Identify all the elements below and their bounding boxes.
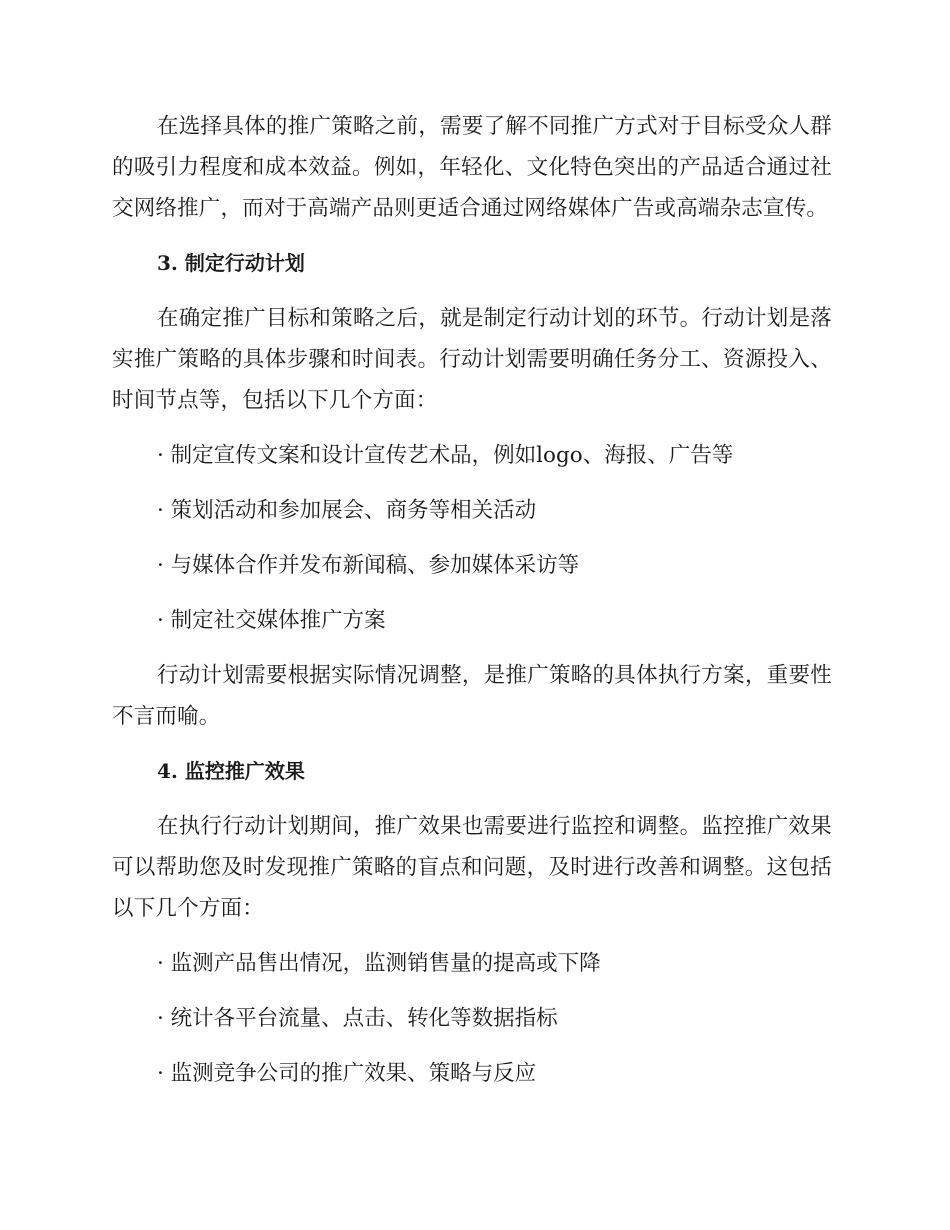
section-heading-monitor: 4. 监控推广效果 xyxy=(157,759,305,783)
list-item: · 制定宣传文案和设计宣传艺术品，例如logo、海报、广告等 xyxy=(157,443,734,468)
paragraph-monitor: 在执行行动计划期间，推广效果也需要进行监控和调整。监控推广效果可以帮助您及时发现推广策略的盲点和问题，及时进行改善和调整。这包括以下几个方面： xyxy=(112,814,832,921)
list-item: · 监测竞争公司的推广效果、策略与反应 xyxy=(157,1061,537,1086)
paragraph-action-plan: 在确定推广目标和策略之后，就是制定行动计划的环节。行动计划是落实推广策略的具体步骤和时间表。行动计划需要明确任务分工、资源投入、时间节点等，包括以下几个方面： xyxy=(112,306,832,413)
list-item: · 制定社交媒体推广方案 xyxy=(157,608,386,633)
list-item: · 统计各平台流量、点击、转化等数据指标 xyxy=(157,1006,558,1031)
list-item: · 与媒体合作并发布新闻稿、参加媒体采访等 xyxy=(157,553,580,578)
section-heading-action-plan: 3. 制定行动计划 xyxy=(157,251,305,275)
document-page xyxy=(112,106,832,1094)
paragraph-strategy-selection: 在选择具体的推广策略之前，需要了解不同推广方式对于目标受众人群的吸引力程度和成本效益。例如，年轻化、文化特色突出的产品适合通过社交网络推广，而对于高端产品则更适合通过网络媒体广告或高端杂志宣传。 xyxy=(112,114,832,221)
paragraph-action-plan-summary: 行动计划需要根据实际情况调整，是推广策略的具体执行方案，重要性不言而喻。 xyxy=(112,663,832,729)
list-item: · 策划活动和参加展会、商务等相关活动 xyxy=(157,498,537,523)
list-item: · 监测产品售出情况，监测销售量的提高或下降 xyxy=(157,951,601,976)
